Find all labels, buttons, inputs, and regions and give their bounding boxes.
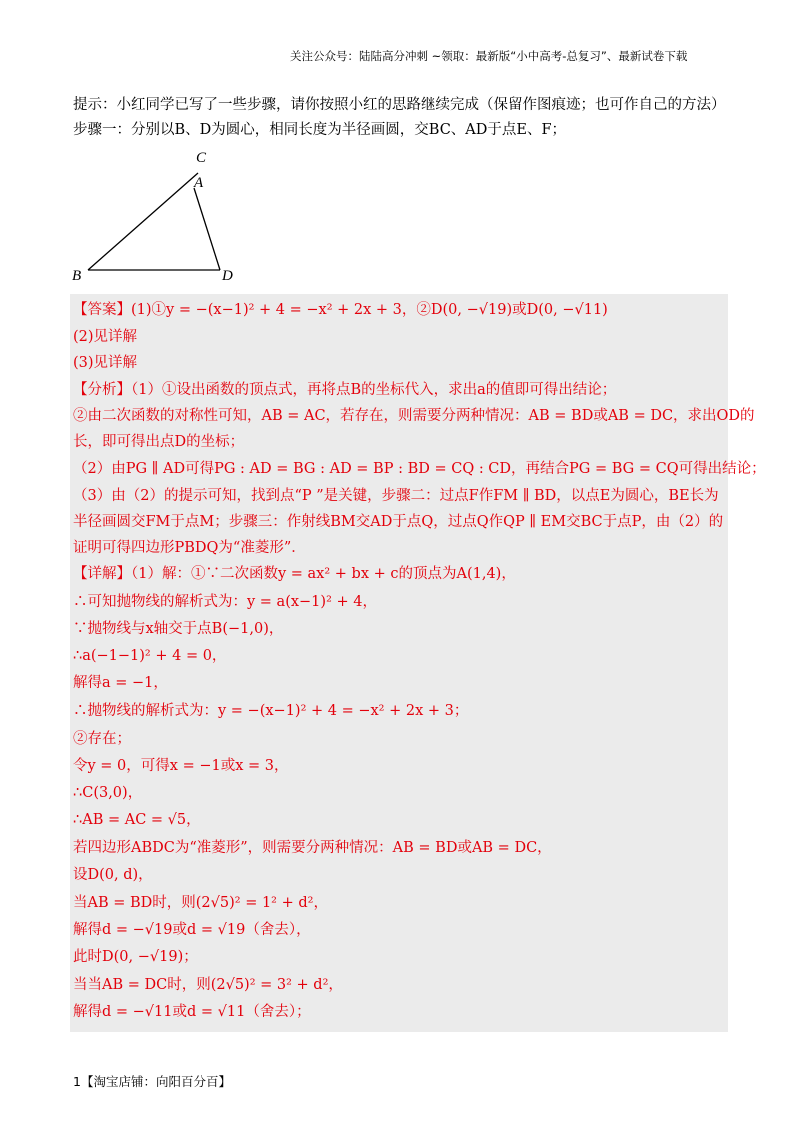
text-line: 提示：小红同学已写了一些步骤，请你按照小红的思路继续完成（保留作图痕迹；也可作自己的方法） [73, 97, 726, 113]
text-line: ∴AB = AC = √5， [73, 812, 201, 828]
text-line: 解得a = −1， [73, 675, 168, 691]
triangle-figure [60, 140, 260, 290]
text-line: （2）由PG ∥ AD可得PG : AD = BG : AD = BP : BD = CQ : CD，再结合PG = BG = CQ可得出结论； [73, 461, 766, 477]
label-a: A [194, 175, 204, 191]
text-line: 【分析】（1）①设出函数的顶点式，再将点B的坐标代入，求出a的值即可得出结论； [73, 382, 617, 398]
text-line: ②存在； [73, 731, 131, 747]
text-line: (2)见详解 [73, 329, 138, 345]
text-line: (3)见详解 [73, 355, 138, 371]
text-line: 令y = 0，可得x = −1或x = 3， [73, 758, 289, 774]
text-line: ∴a(−1−1)² + 4 = 0， [73, 648, 227, 664]
text-line: ∴可知抛物线的解析式为：y = a(x−1)² + 4， [73, 594, 377, 610]
text-line: ∵抛物线与x轴交于点B(−1,0)， [73, 621, 284, 637]
label-c: C [196, 150, 207, 166]
text-line: 半径画圆交FM于点M；步骤三：作射线BM交AD于点Q，过点Q作QP ∥ EM交BC于点P，由（2）的 [73, 514, 724, 530]
text-line: 长，即可得出点D的坐标； [73, 434, 245, 450]
segment-bc [88, 173, 198, 270]
text-line: 【详解】（1）解：①∵二次函数y = ax² + bx + c的顶点为A(1,4)， [73, 566, 516, 582]
text-line: 【答案】(1)①y = −(x−1)² + 4 = −x² + 2x + 3，②D(0, −√19)或D(0, −√11) [73, 302, 608, 318]
text-line: ②由二次函数的对称性可知，AB = AC，若存在，则需要分两种情况：AB = BD或AB = DC，求出OD的 [73, 408, 755, 424]
text-line: 设D(0, d)， [73, 867, 153, 883]
text-line: 解得d = −√11或d = √11（舍去）； [73, 1004, 311, 1020]
page-footer: 1【淘宝店铺：向阳百分百】 [73, 1074, 231, 1089]
segment-ad [194, 188, 220, 270]
text-line: 当当AB = DC时，则(2√5)² = 3² + d²， [73, 977, 343, 993]
text-line: ∴抛物线的解析式为：y = −(x−1)² + 4 = −x² + 2x + 3； [73, 703, 469, 719]
text-line: 此时D(0, −√19)； [73, 949, 198, 965]
text-line: ∴C(3,0)， [73, 785, 143, 801]
text-line: 证明可得四边形PBDQ为“准菱形”． [73, 540, 306, 556]
text-line: （3）由（2）的提示可知，找到点“P ”是关键，步骤二：过点F作FM ∥ BD，以点E为圆心，BE长为 [73, 488, 719, 504]
text-line: 当AB = BD时，则(2√5)² = 1² + d²， [73, 895, 328, 911]
label-b: B [72, 268, 82, 284]
label-d: D [222, 268, 233, 284]
text-line: 若四边形ABDC为“准菱形”，则需要分两种情况：AB = BD或AB = DC， [73, 840, 552, 856]
page-header: 关注公众号：陆陆高分冲刺 ~领取：最新版“小中高考-总复习”、最新试卷下载 [290, 49, 688, 63]
text-line: 步骤一：分别以B、D为圆心，相同长度为半径画圆，交BC、AD于点E、F； [73, 122, 567, 138]
text-line: 解得d = −√19或d = √19（舍去）， [73, 922, 311, 938]
